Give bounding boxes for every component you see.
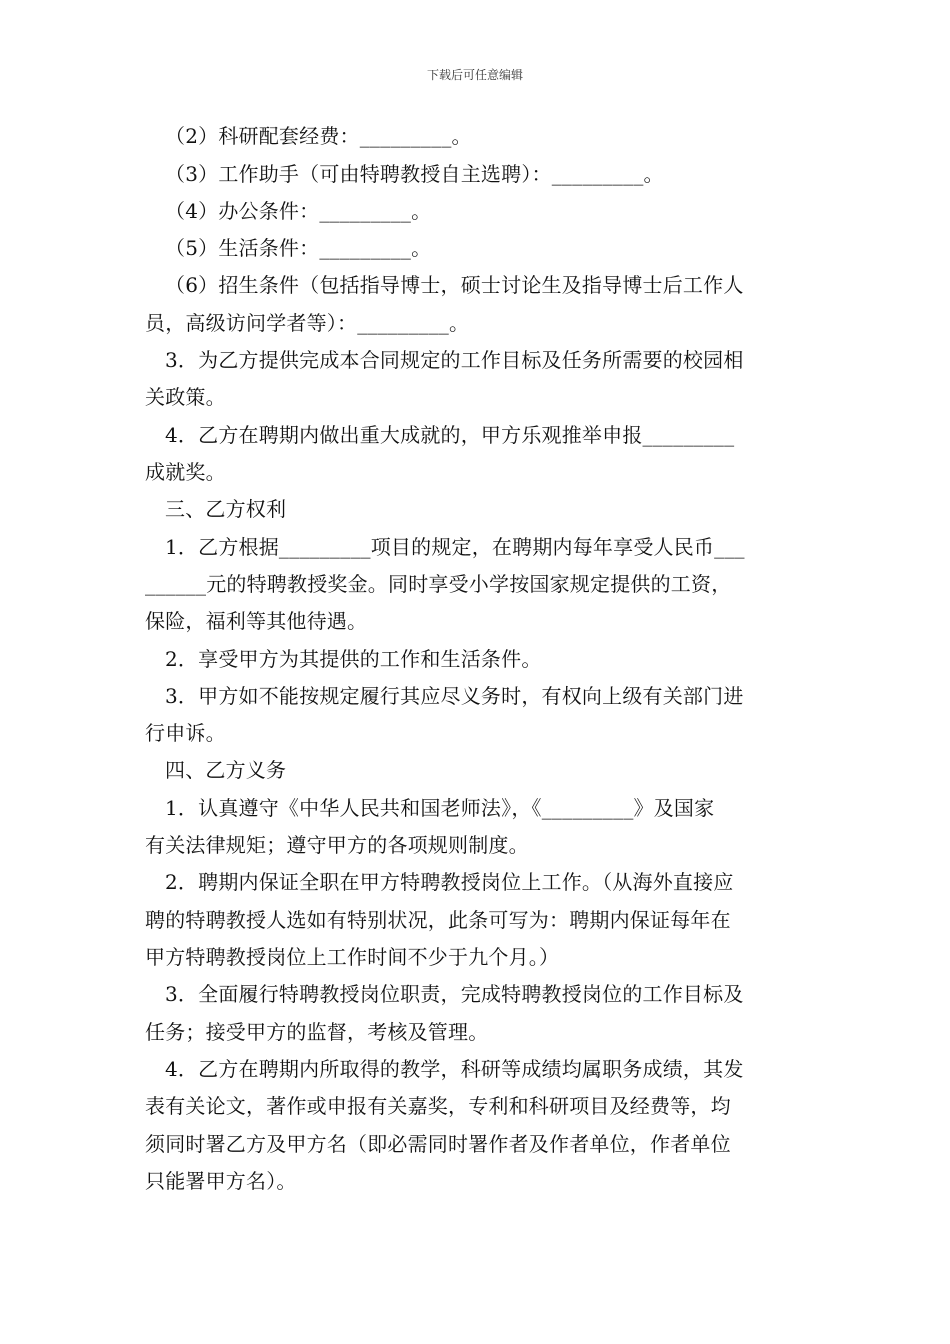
duties-item-1-cont: 有关法律规矩；遵守甲方的各项规则制度。 [145,833,529,857]
rights-item-3: 3．甲方如不能按规定履行其应尽义务时，有权向上级有关部门进 [165,684,744,708]
clause-research-funds: （2）科研配套经费：_________。 [165,124,472,148]
clause-assistant: （3）工作助手（可由特聘教授自主选聘）：_________。 [165,162,664,186]
rights-item-2: 2．享受甲方为其提供的工作和生活条件。 [165,647,542,671]
duties-item-2-cont: 聘的特聘教授人选如有特别状况，此条可写为：聘期内保证每年在 [145,908,731,932]
duties-item-3-cont: 任务；接受甲方的监督，考核及管理。 [145,1020,489,1044]
clause-award: 4．乙方在聘期内做出重大成就的，甲方乐观推举申报_________ [165,423,735,447]
section-heading-duties: 四、乙方义务 [165,758,287,782]
rights-item-1: 1．乙方根据_________项目的规定，在聘期内每年享受人民币___ [165,535,745,559]
clause-policy: 3．为乙方提供完成本合同规定的工作目标及任务所需要的校园相 [165,348,744,372]
clause-enrollment: （6）招生条件（包括指导博士，硕士讨论生及指导博士后工作人 [165,273,744,297]
clause-policy-cont: 关政策。 [145,385,226,409]
clause-living: （5）生活条件：_________。 [165,236,432,260]
duties-item-4: 4．乙方在聘期内所取得的教学，科研等成绩均属职务成绩，其发 [165,1057,744,1081]
duties-item-2-cont2: 甲方特聘教授岗位上工作时间不少于九个月。） [145,945,560,969]
section-heading-rights: 三、乙方权利 [165,497,287,521]
duties-item-3: 3．全面履行特聘教授岗位职责，完成特聘教授岗位的工作目标及 [165,982,744,1006]
clause-award-cont: 成就奖。 [145,460,226,484]
duties-item-4-cont: 表有关论文，著作或申报有关嘉奖，专利和科研项目及经费等，均 [145,1094,731,1118]
rights-item-1-cont2: 保险，福利等其他待遇。 [145,609,368,633]
page-header: 下载后可任意编辑 [426,68,523,82]
duties-item-2: 2．聘期内保证全职在甲方特聘教授岗位上工作。（从海外直接应 [165,870,734,894]
duties-item-4-cont3: 只能署甲方名）。 [145,1169,297,1193]
duties-item-4-cont2: 须同时署乙方及甲方名（即必需同时署作者及作者单位，作者单位 [145,1132,731,1156]
clause-office: （4）办公条件：_________。 [165,199,432,223]
rights-item-1-cont: ______元的特聘教授奖金。同时享受小学按国家规定提供的工资， [145,572,732,596]
rights-item-3-cont: 行申诉。 [145,721,226,745]
clause-enrollment-cont: 员，高级访问学者等）：_________。 [145,311,470,335]
duties-item-1: 1．认真遵守《中华人民共和国老师法》，《_________》及国家 [165,796,715,820]
